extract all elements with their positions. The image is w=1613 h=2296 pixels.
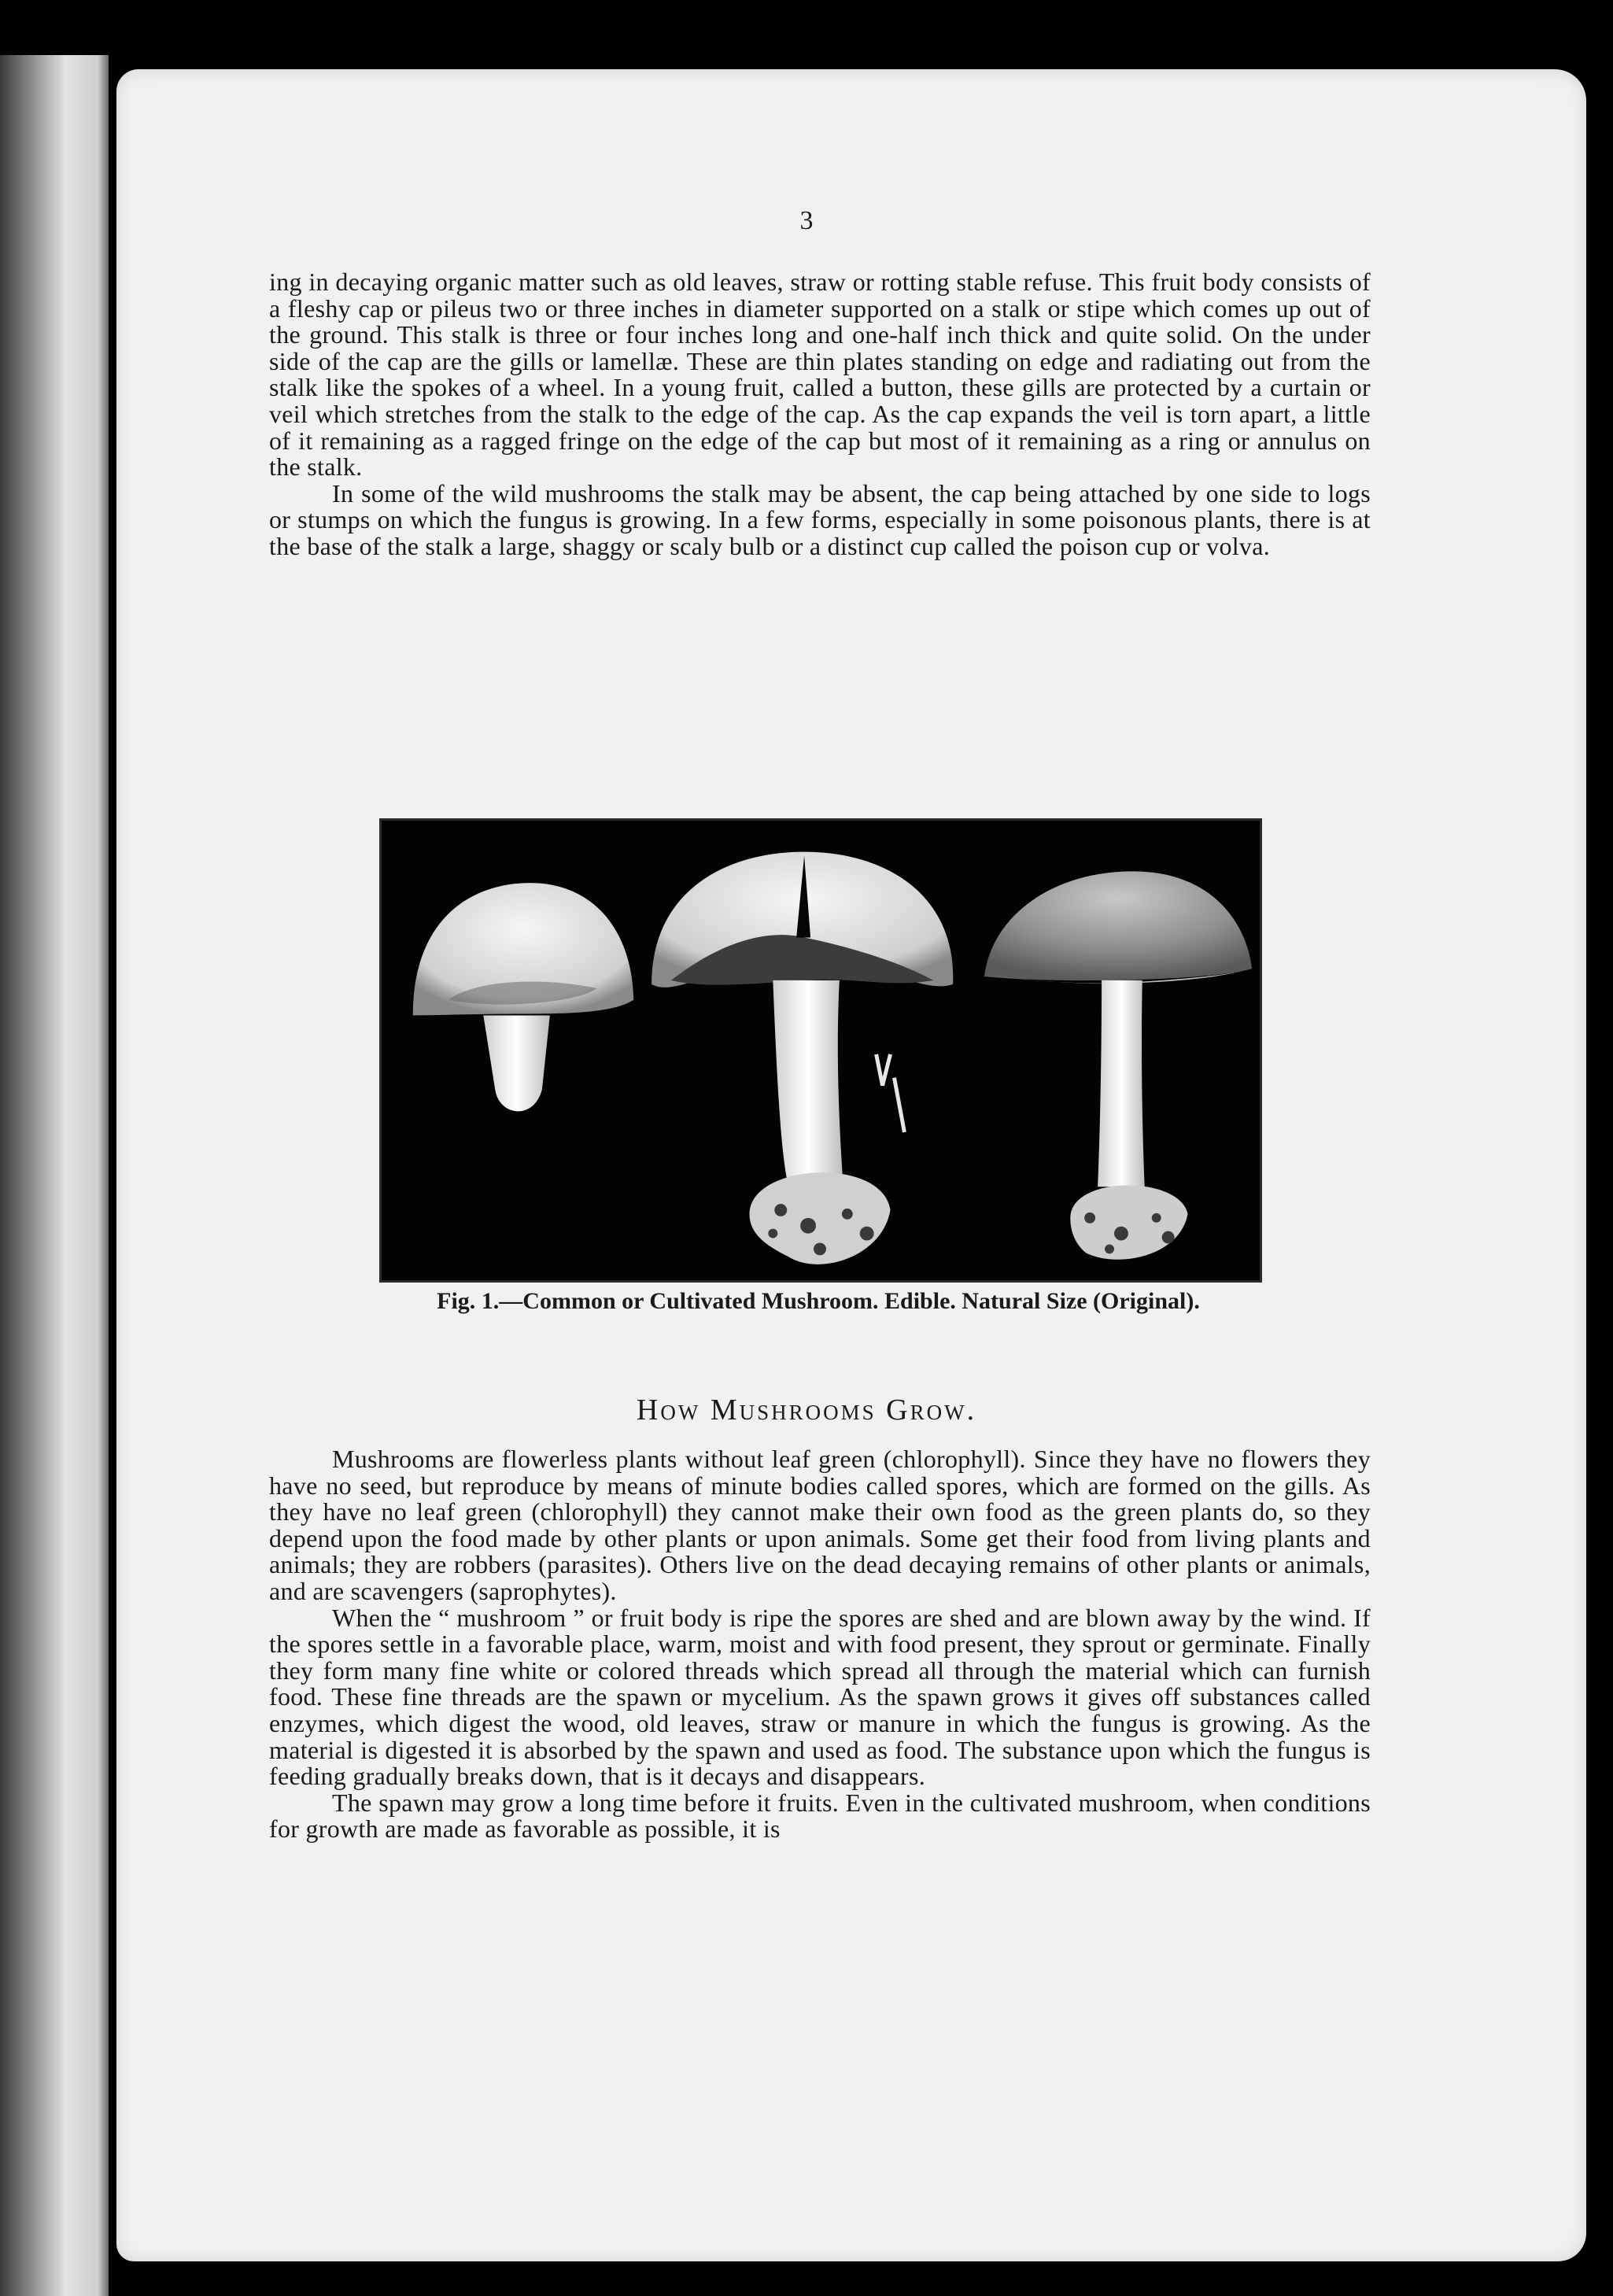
- paragraph-spawn: The spawn may grow a long time before it fruits. Even in the cultivated mushroom, when conditions for growth are made as favorable as possible, it is: [269, 1788, 1371, 1844]
- paragraph-spores: When the “ mushroom ” or fruit body is ripe the spores are shed and are blown away by the wind. If the spores settle in a favorable place, warm, moist and with food present, they sprout or germinate. Finally they form many fine white or colored threads which spread all through the material which can furnish food. These fine threads are the spawn or mycelium. As the spawn grows it gives off substances called enzymes, which digest the wood, old leaves, straw or manure in which the fungus is growing. As the material is digested it is absorbed by the spawn and used as food. The substance upon which the fungus is feeding gradually breaks down, that is it decays and disappears.: [269, 1603, 1371, 1791]
- figure-caption: Fig. 1.—Common or Cultivated Mushroom. Edible. Natural Size (Original).: [437, 1288, 1200, 1314]
- mushroom-photograph: [379, 818, 1262, 1283]
- page-number: 3: [799, 206, 814, 235]
- adjacent-page-edge: [0, 55, 109, 2296]
- paragraph-wild-mushrooms: In some of the wild mushrooms the stalk may be absent, the cap being attached by one side to logs or stumps on which the fungus is growing. In a few forms, especially in some poisonous plants, there is at the base of the stalk a large, shaggy or scaly bulb or a distinct cup called the poison cup or volva.: [269, 478, 1371, 560]
- paragraph-flowerless-plants: Mushrooms are flowerless plants without leaf green (chlorophyll). Since they have no flowers they have no seed, but reproduce by means of minute bodies called spores, which are formed on the gills. As they have no leaf green (chlorophyll) they cannot make their own food as the green plants do, so they depend upon the food made by other plants or upon animals. Some get their food from living plants and animals; they are robbers (parasites). Others live on the dead decaying remains of other plants or animals, and are scavengers (saprophytes).: [269, 1445, 1371, 1605]
- mushroom-illustration: [382, 821, 1260, 1280]
- section-heading: How Mushrooms Grow.: [636, 1393, 977, 1427]
- paragraph-fruit-body: ing in decaying organic matter such as old leaves, straw or rotting stable refuse. This fruit body consists of a fleshy cap or pileus two or three inches in diameter supported on a stalk or stipe which comes up out of the ground. This stalk is three or four inches long and one-half inch thick and quite solid. On the under side of the cap are the gills or lamellæ. These are thin plates standing on edge and radiating out from the stalk like the spokes of a wheel. In a young fruit, called a button, these gills are protected by a curtain or veil which stretches from the stalk to the edge of the cap. As the cap expands the veil is torn apart, a little of it remaining as a ragged fringe on the edge of the cap but most of it remaining as a ring or annulus on the stalk.: [269, 268, 1371, 482]
- text-block-top: [269, 269, 1371, 560]
- text-block-bottom: [269, 1446, 1371, 1843]
